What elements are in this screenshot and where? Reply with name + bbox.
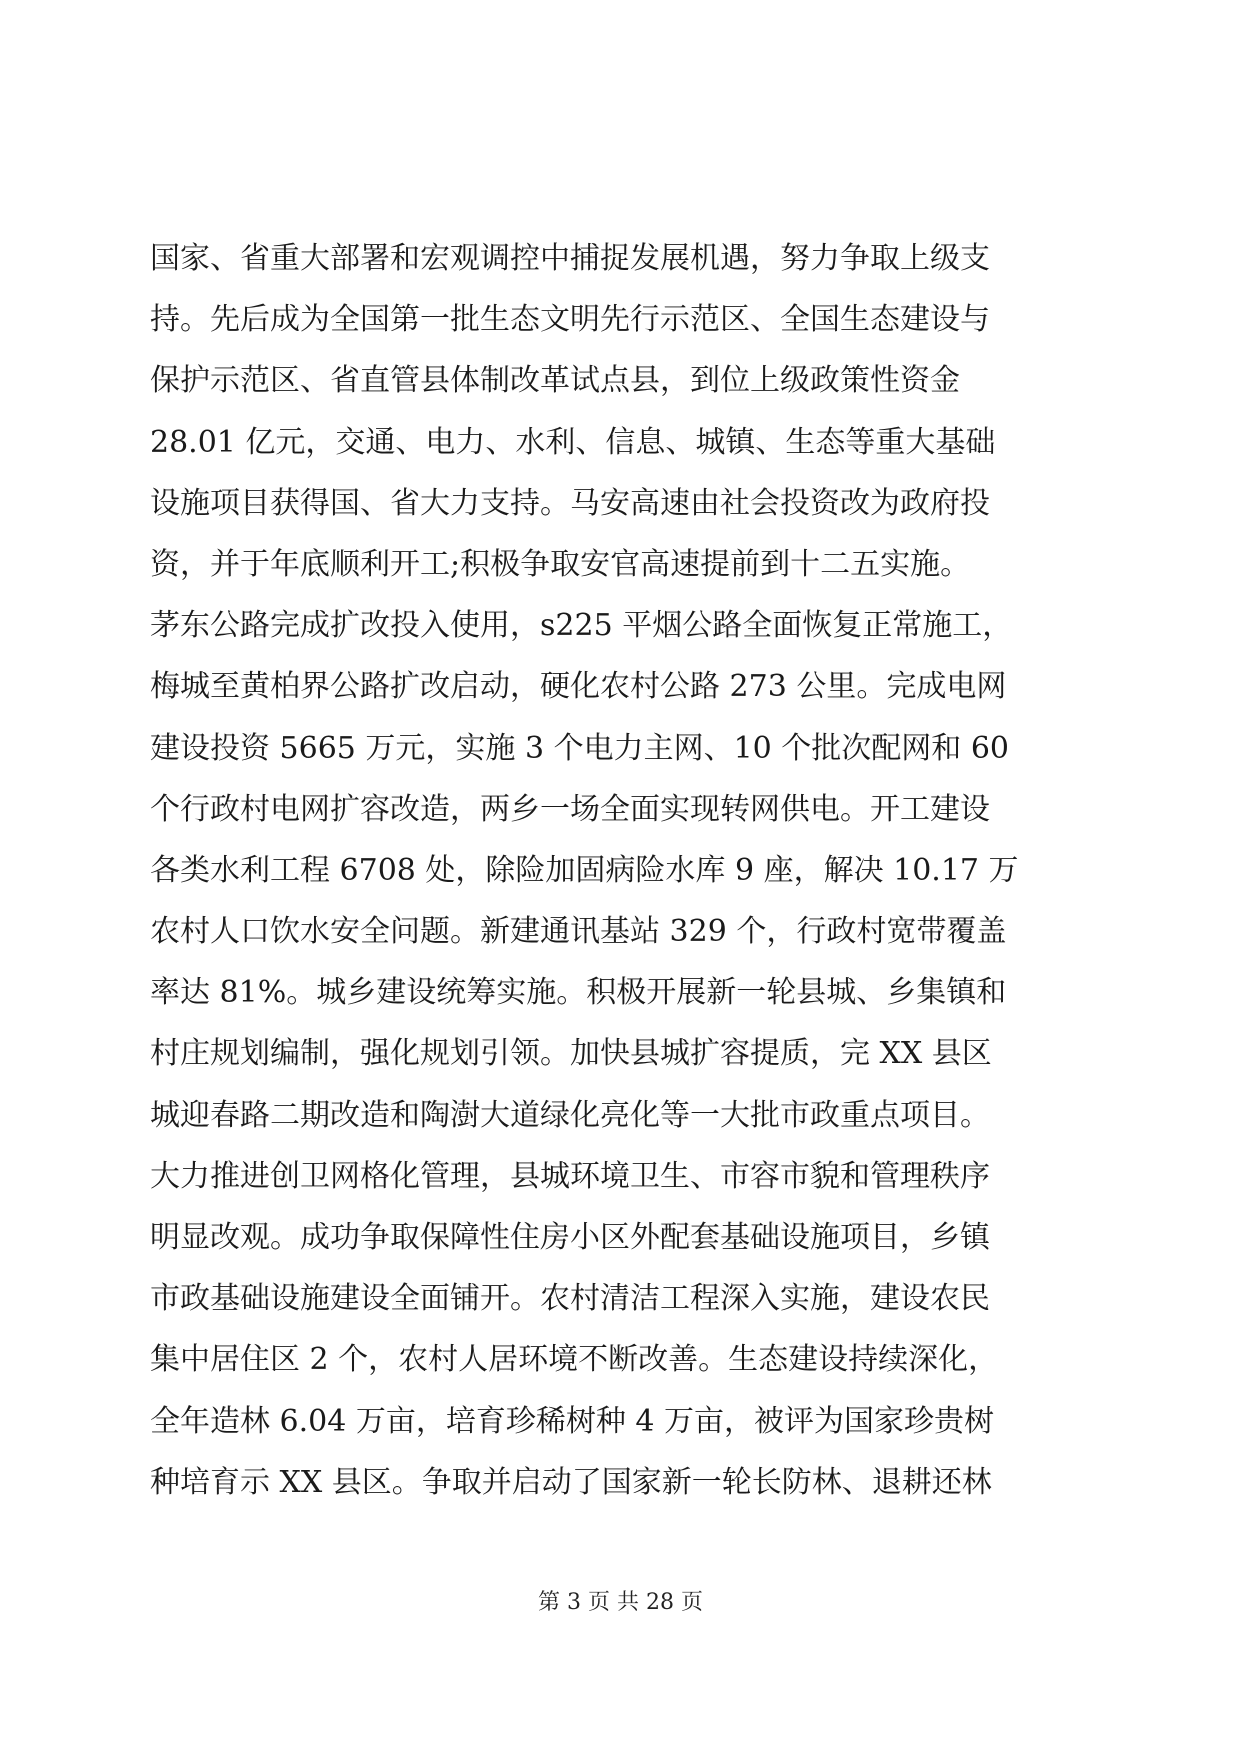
text-line: 建设投资 5665 万元，实施 3 个电力主网、10 个批次配网和 60 xyxy=(150,730,1009,766)
text-line: 明显改观。成功争取保障性住房小区外配套基础设施项目，乡镇 xyxy=(150,1220,990,1255)
page-number: 第 3 页 共 28 页 xyxy=(538,1590,703,1615)
text-line: 全年造林 6.04 万亩，培育珍稀树种 4 万亩，被评为国家珍贵树 xyxy=(150,1403,995,1439)
text-line: 村庄规划编制，强化规划引领。加快县城扩容提质，完 XX 县区 xyxy=(150,1036,992,1072)
text-line: 集中居住区 2 个，农村人居环境不断改善。生态建设持续深化， xyxy=(150,1342,999,1378)
text-line: 率达 81%。城乡建设统筹实施。积极开展新一轮县城、乡集镇和 xyxy=(150,975,1007,1011)
text-line: 保护示范区、省直管县体制改革试点县，到位上级政策性资金 xyxy=(150,363,960,399)
text-line: 农村人口饮水安全问题。新建通讯基站 329 个，行政村宽带覆盖 xyxy=(150,914,1007,950)
text-line: 城迎春路二期改造和陶澍大道绿化亮化等一大批市政重点项目。 xyxy=(150,1097,990,1133)
text-line: 28.01 亿元，交通、电力、水利、信息、城镇、生态等重大基础 xyxy=(150,424,996,460)
text-line: 种培育示 XX 县区。争取并启动了国家新一轮长防林、退耕还林 xyxy=(150,1464,992,1500)
text-line: 个行政村电网扩容改造，两乡一场全面实现转网供电。开工建设 xyxy=(150,791,990,827)
text-line: 各类水利工程 6708 处，除险加固病险水库 9 座，解决 10.17 万 xyxy=(150,852,1019,888)
text-line: 大力推进创卫网格化管理，县城环境卫生、市容市貌和管理秩序 xyxy=(150,1158,990,1194)
text-line: 梅城至黄柏界公路扩改启动，硬化农村公路 273 公里。完成电网 xyxy=(150,669,1007,705)
page-footer xyxy=(0,1588,1241,1618)
text-line: 设施项目获得国、省大力支持。马安高速由社会投资改为政府投 xyxy=(150,485,990,521)
text-line: 茅东公路完成扩改投入使用，s225 平烟公路全面恢复正常施工， xyxy=(150,608,1013,644)
text-line: 市政基础设施建设全面铺开。农村清洁工程深入实施，建设农民 xyxy=(150,1281,990,1317)
text-line: 国家、省重大部署和宏观调控中捕捉发展机遇，努力争取上级支 xyxy=(150,241,990,276)
text-line: 资，并于年底顺利开工;积极争取安官高速提前到十二五实施。 xyxy=(150,546,971,582)
text-line: 持。先后成为全国第一批生态文明先行示范区、全国生态建设与 xyxy=(150,302,990,338)
body-paragraph xyxy=(150,228,1110,1513)
